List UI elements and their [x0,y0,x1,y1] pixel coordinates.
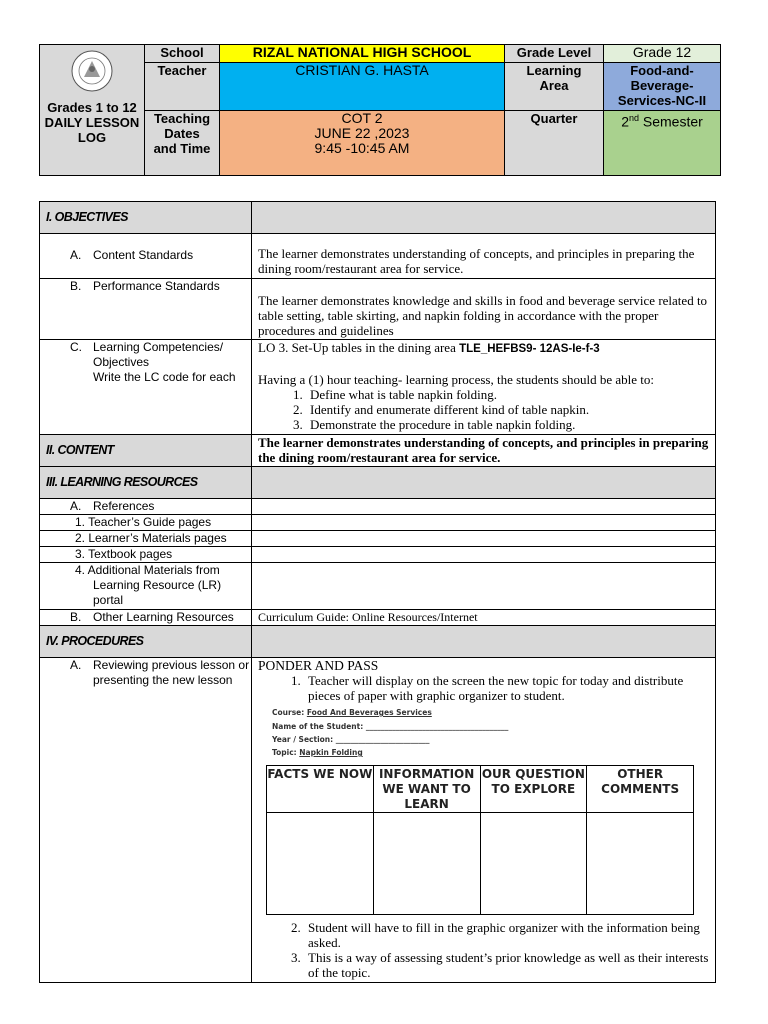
organizer-col-facts: FACTS WE NOW [267,766,374,813]
school-label: School [145,45,220,63]
organizer-topic-label: Topic: [272,748,300,757]
organizer-col-information: INFORMATION WE WANT TO LEARN [373,766,480,813]
additional-materials-row [40,563,716,610]
other-resources-value: Curriculum Guide: Online Resources/Internet [252,610,716,626]
organizer-student-name: Name of the Student: ______________________________________ [272,722,509,731]
performance-standards-text: The learner demonstrates knowledge and skills in food and beverage service related to table setting, table skirting, and napkin folding in accordance with the proper procedures and guidelines [258,293,708,338]
organizer-course-value: Food And Beverages Services [306,708,432,717]
grade-level-value: Grade 12 [604,45,721,63]
lc-objective-item: 3. Demonstrate the procedure in table napkin folding. [306,417,709,432]
references-cell: A. References [40,499,252,515]
teaching-dates-value [220,111,505,176]
lc-text: LO 3. Set-Up tables in the dining area [258,340,460,355]
procedures-section-row [40,626,716,658]
content-heading: II. CONTENT [40,435,252,467]
activity-title: PONDER AND PASS [258,658,379,673]
additional-label-1: 4. Additional Materials from [75,563,220,577]
performance-standards-text-cell [252,279,716,340]
textbook-label: 3. Textbook pages [40,547,252,563]
graphic-organizer-image [264,705,694,917]
organizer-course-label: Course: [272,708,307,717]
teacher-value: CRISTIAN G. HASTA [220,63,505,111]
review-lesson-content [252,658,716,983]
other-resources-cell: B. Other Learning Resources [40,610,252,626]
resources-heading-blank [252,467,716,499]
lc-label-2: Objectives [93,355,150,369]
learning-competencies-cell: C. Learning Competencies/ Objectives Write the LC code for each [40,340,252,435]
procedure-step: 3. This is a way of assessing student’s prior knowledge as well as their interests of the topic. [304,950,709,980]
lc-intro: Having a (1) hour teaching- learning process, the students should be able to: [258,372,655,387]
teaching-dates-label: Teaching Dates and Time [145,111,220,176]
lc-objective-item: 1. Define what is table napkin folding. [306,387,709,402]
organizer-col-comments: OTHER COMMENTS [587,766,694,813]
lc-objectives-list [282,387,709,432]
procedures-heading: IV. PROCEDURES [40,626,252,658]
deped-seal-icon [56,49,128,93]
content-section-row [40,435,716,467]
procedure-steps-list [258,673,709,703]
objectives-section-row [40,202,716,234]
dates-line-2: JUNE 22 ,2023 [314,125,410,141]
references-label: References [93,499,155,513]
other-resources-row [40,610,716,626]
lc-objective-item: 2. Identify and enumerate different kind of table napkin. [306,402,709,417]
organizer-col-question: OUR QUESTION TO EXPLORE [480,766,587,813]
objectives-heading: I. OBJECTIVES [40,202,252,234]
organizer-empty-cell [587,813,694,915]
additional-materials-blank [252,563,716,610]
procedure-step: 2. Student will have to fill in the graphic organizer with the information being asked. [304,920,709,950]
learners-materials-label: 2. Learner’s Materials pages [40,531,252,547]
references-blank [252,499,716,515]
review-label-1: Reviewing previous lesson or [93,658,250,672]
lc-statement [258,340,709,357]
teachers-guide-row [40,515,716,531]
lc-code: TLE_HEFBS9- 12AS-Ie-f-3 [459,343,600,355]
lc-label-1: Learning Competencies/ [93,340,224,354]
performance-standards-cell: B. Performance Standards [40,279,252,340]
quarter-num: 2 [621,113,629,130]
teachers-guide-label: 1. Teacher’s Guide pages [40,515,252,531]
organizer-topic-value: Napkin Folding [299,748,363,757]
daily-lesson-log-title: Grades 1 to 12 DAILY LESSON LOG [44,100,140,145]
review-label-2: presenting the new lesson [93,673,233,687]
content-standards-label: Content Standards [93,248,194,262]
learning-area-label: Learning Area [505,63,604,111]
school-value: RIZAL NATIONAL HIGH SCHOOL [220,45,505,63]
performance-standards-row [40,279,716,340]
deped-logo-cell [40,45,145,176]
learning-competencies-text-cell [252,340,716,435]
content-standards-cell: A. Content Standards [40,234,252,279]
content-standards-text-cell [252,234,716,279]
lc-label-3: Write the LC code for each [93,370,236,384]
content-text: The learner demonstrates understanding of concepts, and principles in preparing the dining room/restaurant area for service. [252,435,716,467]
learners-materials-blank [252,531,716,547]
content-standards-text: The learner demonstrates understanding of concepts, and principles in preparing the dining room/restaurant area for service. [258,246,695,276]
learning-area-value: Food-and-Beverage-Services-NC-II [604,63,721,111]
quarter-label: Quarter [505,111,604,176]
organizer-course [272,705,432,720]
organizer-grid [266,765,694,915]
resources-section-row [40,467,716,499]
teachers-guide-blank [252,515,716,531]
header-table [39,44,721,176]
organizer-topic [272,745,363,760]
organizer-empty-cell [373,813,480,915]
dates-line-3: 9:45 -10:45 AM [314,140,410,156]
teacher-label: Teacher [145,63,220,111]
procedures-heading-blank [252,626,716,658]
resources-heading: III. LEARNING RESOURCES [40,467,252,499]
dates-line-1: COT 2 [341,110,383,126]
quarter-rest: Semester [639,113,703,130]
organizer-year-section: Year / Section: _________________________ [272,735,430,744]
review-lesson-cell: A. Reviewing previous lesson or presenting the new lesson [40,658,252,983]
objectives-heading-blank [252,202,716,234]
grade-level-label: Grade Level [505,45,604,63]
additional-label-3: portal [93,593,124,607]
learning-competencies-row [40,340,716,435]
textbook-blank [252,547,716,563]
performance-standards-label: Performance Standards [93,279,220,293]
quarter-value [604,111,721,176]
content-standards-row [40,234,716,279]
other-resources-label: Other Learning Resources [93,610,234,624]
review-lesson-row [40,658,716,983]
organizer-empty-cell [267,813,374,915]
lesson-table [39,201,716,983]
additional-label-2: Learning Resource (LR) [93,578,222,592]
procedure-steps-list-continued [258,920,709,982]
learners-materials-row [40,531,716,547]
textbook-row [40,547,716,563]
references-row [40,499,716,515]
quarter-sup: nd [628,113,639,123]
additional-materials-cell [40,563,252,610]
procedure-step: 1. Teacher will display on the screen the new topic for today and distribute pieces of paper with graphic organizer to student. [304,673,709,703]
organizer-empty-cell [480,813,587,915]
